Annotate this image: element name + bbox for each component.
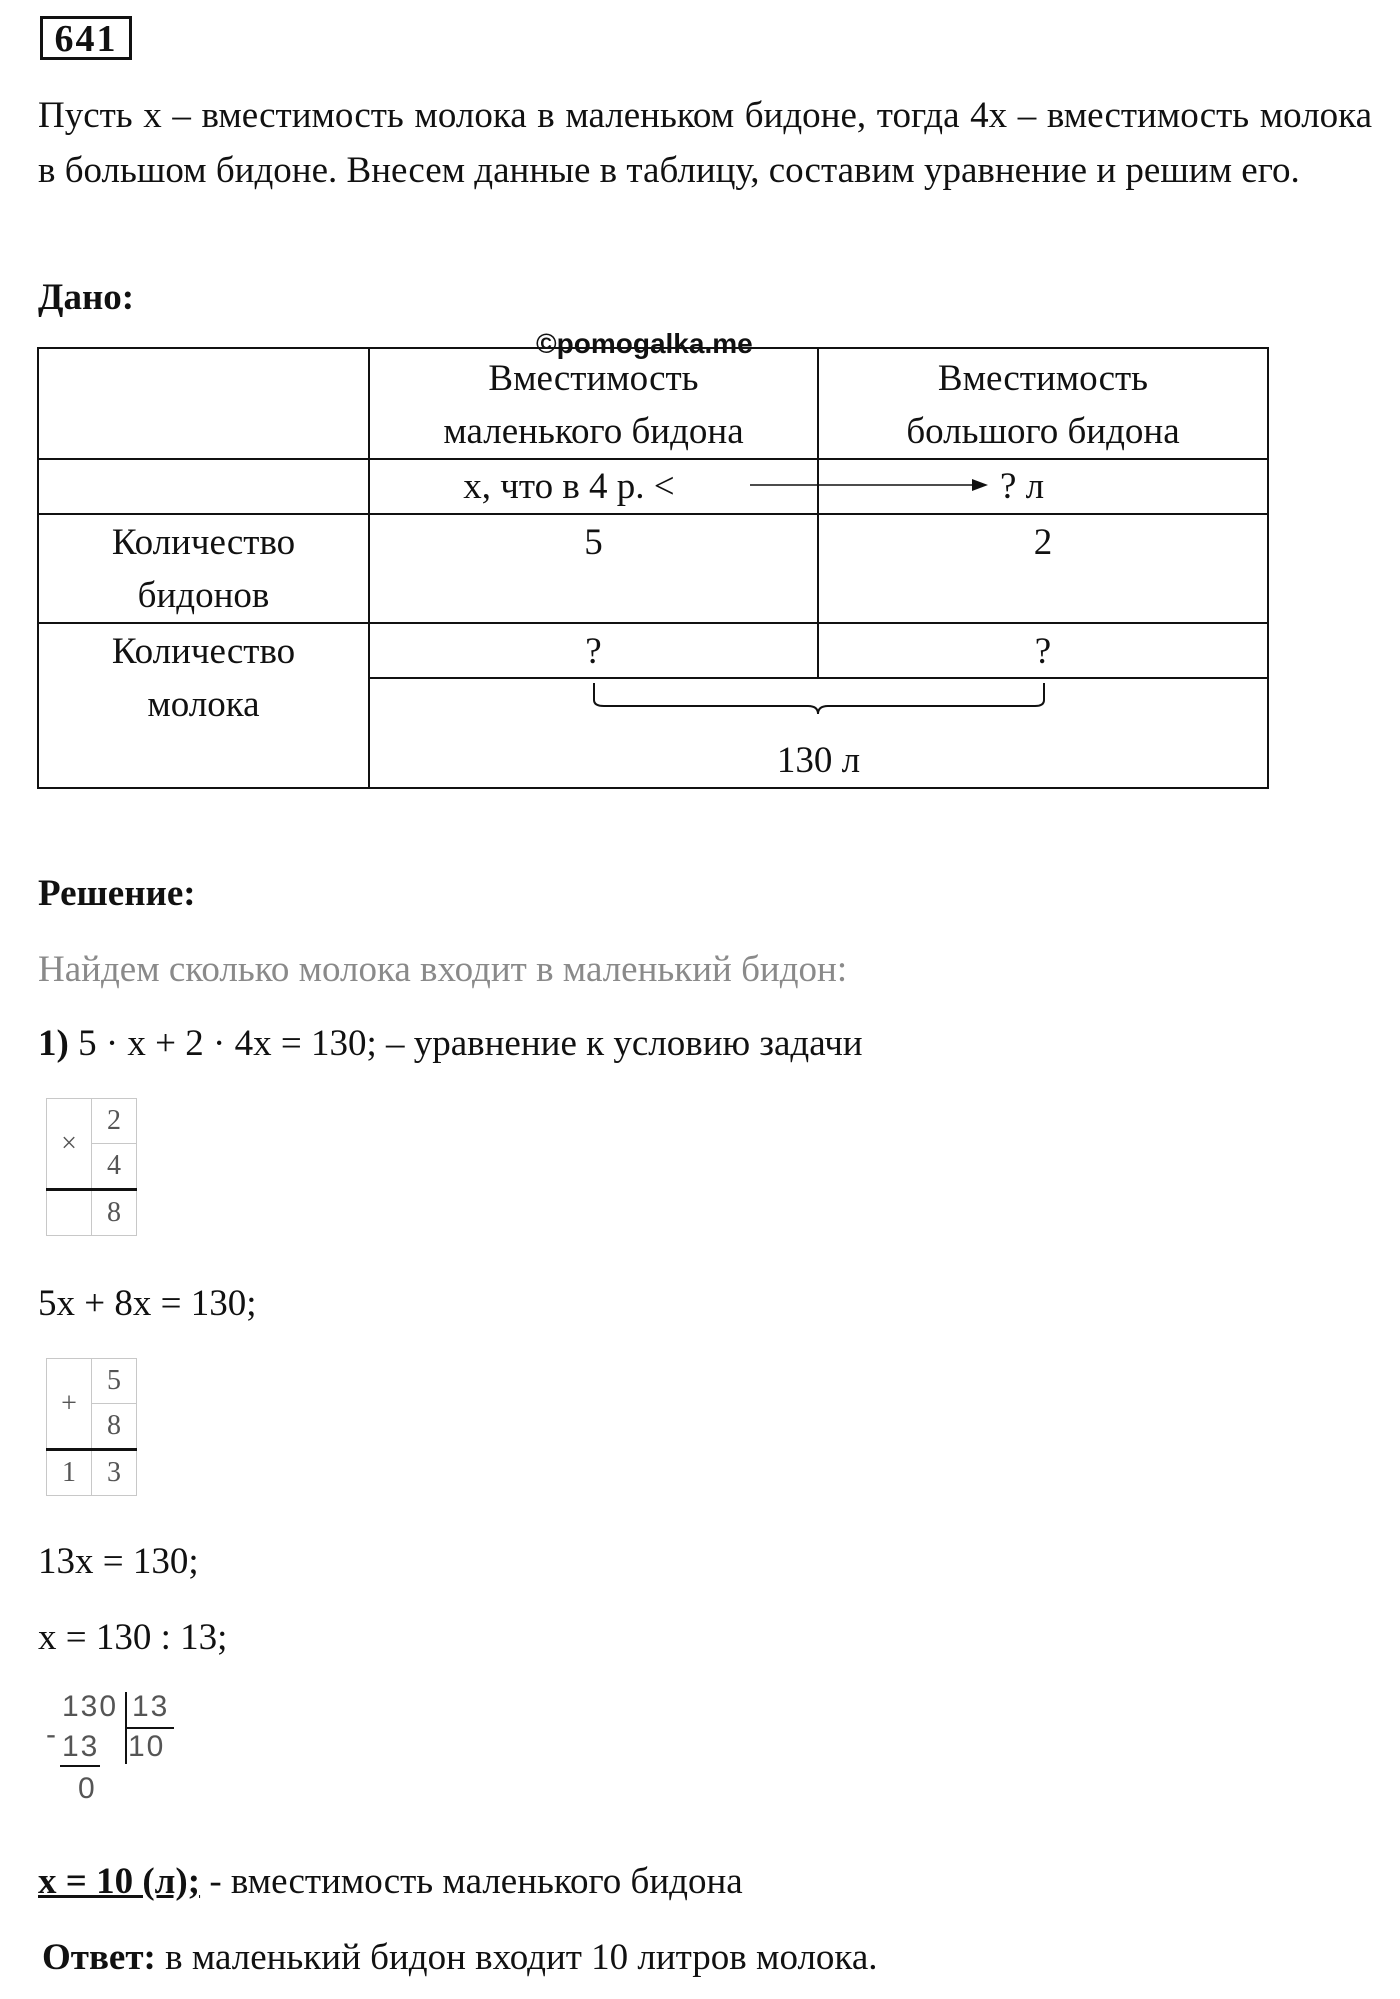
row-label-milk: Количество молока (111, 631, 296, 725)
count-big: 2 (1033, 522, 1053, 563)
add-operand-b: 8 (92, 1404, 137, 1450)
mult-operand-a: 2 (92, 1099, 137, 1144)
long-division (44, 1690, 184, 1806)
task-number: 641 (40, 16, 132, 60)
milk-total: 130 л (776, 740, 861, 781)
addition-grid (46, 1358, 137, 1496)
given-heading: Дано: (38, 277, 135, 318)
solution-heading: Решение: (38, 873, 196, 914)
capacity-small: x, что в 4 р. < (463, 466, 675, 507)
sum-brace-icon (594, 683, 1044, 714)
division-quotient: 10 (128, 1730, 166, 1763)
multiply-sign: × (47, 1099, 92, 1190)
equation-4: x = 130 : 13; (38, 1617, 228, 1658)
row-label-count: Количество бидонов (111, 522, 296, 616)
intro-paragraph: Пусть x – вместимость молока в маленьком бидоне, тогда 4x – вместимость молока в большом бидоне. Внесем данные в таблицу, составим уравнение и решим его. (38, 95, 1372, 191)
watermark: ©pomogalka.me (536, 328, 753, 359)
add-result-tens: 1 (47, 1450, 92, 1496)
capacity-big: ? л (1000, 466, 1045, 507)
header-small-capacity: Вместимость маленького бидона (443, 358, 744, 452)
mult-result: 8 (92, 1190, 137, 1236)
milk-big: ? (1034, 631, 1052, 672)
multiplication-grid (46, 1098, 137, 1236)
plus-sign: + (47, 1359, 92, 1450)
division-divisor: 13 (132, 1690, 170, 1723)
division-minus: - (46, 1718, 58, 1751)
equation-3: 13x = 130; (38, 1541, 199, 1582)
add-operand-a: 5 (92, 1359, 137, 1404)
answer-line: Ответ: в маленький бидон входит 10 литров молока. (42, 1937, 878, 1978)
count-small: 5 (584, 522, 603, 563)
equation-2: 5x + 8x = 130; (38, 1283, 257, 1324)
division-lines (44, 1690, 184, 1806)
result-line: x = 10 (л); - вместимость маленького бидона (38, 1861, 743, 1902)
find-instruction: Найдем сколько молока входит в маленький бидон: (38, 949, 848, 990)
milk-small: ? (585, 631, 602, 672)
arrow-head-icon (972, 479, 988, 491)
division-subtrahend: 13 (62, 1730, 100, 1763)
mult-operand-b: 4 (92, 1144, 137, 1190)
step-1: 1) 5 · x + 2 · 4x = 130; – уравнение к условию задачи (38, 1023, 863, 1064)
add-result-ones: 3 (92, 1450, 137, 1496)
division-dividend: 130 (62, 1690, 119, 1723)
header-big-capacity: Вместимость большого бидона (906, 358, 1180, 452)
division-remainder: 0 (78, 1772, 97, 1805)
